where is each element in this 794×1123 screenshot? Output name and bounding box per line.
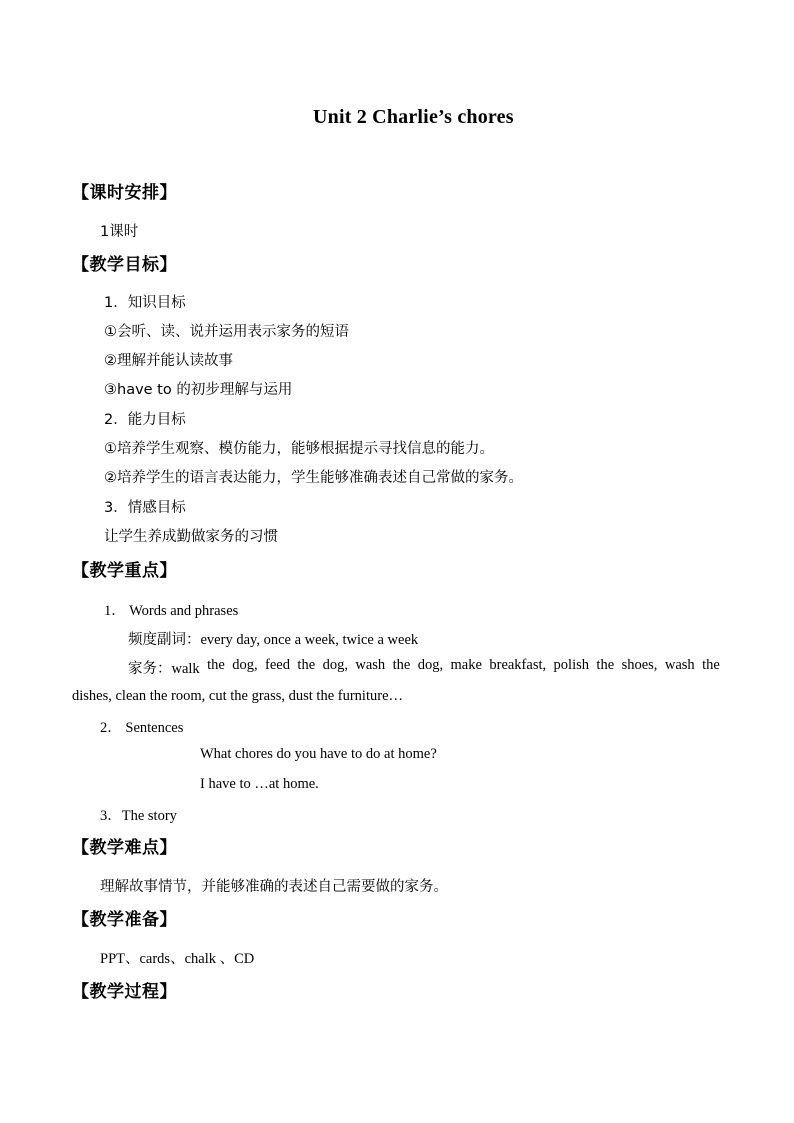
- objective-line: 让学生养成勤做家务的习惯: [104, 529, 278, 545]
- section-heading-schedule: 【课时安排】: [72, 183, 177, 203]
- key-point-item: 3．The story: [100, 808, 177, 824]
- key-point-item: 1． Words and phrases: [104, 603, 239, 619]
- section-heading-key-points: 【教学重点】: [72, 561, 177, 581]
- section-heading-preparation: 【教学准备】: [72, 910, 177, 930]
- frequency-adverbs-line: 频度副词：every day, once a week, twice a week: [128, 632, 419, 648]
- key-point-item: 2． Sentences: [100, 720, 184, 736]
- section-heading-difficulties: 【教学难点】: [72, 838, 177, 858]
- objective-line: 3．情感目标: [104, 500, 186, 516]
- objective-line: ②理解并能认读故事: [104, 353, 233, 369]
- example-sentence: What chores do you have to do at home?: [200, 746, 437, 762]
- example-sentence: I have to …at home.: [200, 776, 319, 792]
- objective-line: ③have to 的初步理解与运用: [104, 382, 293, 398]
- chores-line-continued: dishes, clean the room, cut the grass, dust the furniture…: [72, 688, 404, 704]
- chores-line: 家务：walk the dog, feed the dog, wash the dog, make breakfast, polish the shoes, wash the: [128, 657, 720, 677]
- objective-line: 2．能力目标: [104, 412, 186, 428]
- preparation-content: PPT、cards、chalk 、CD: [100, 951, 255, 967]
- objective-line: 1．知识目标: [104, 295, 186, 311]
- schedule-content: 1课时: [100, 224, 139, 240]
- objective-line: ①培养学生观察、模仿能力，能够根据提示寻找信息的能力。: [104, 441, 494, 457]
- objective-line: ①会听、读、说并运用表示家务的短语: [104, 324, 349, 340]
- section-heading-objectives: 【教学目标】: [72, 255, 177, 275]
- section-heading-process: 【教学过程】: [72, 982, 177, 1002]
- difficulties-content: 理解故事情节，并能够准确的表述自己需要做的家务。: [100, 879, 448, 895]
- objective-line: ②培养学生的语言表达能力，学生能够准确表述自己常做的家务。: [104, 470, 523, 486]
- document-title: Unit 2 Charlie’s chores: [313, 106, 514, 128]
